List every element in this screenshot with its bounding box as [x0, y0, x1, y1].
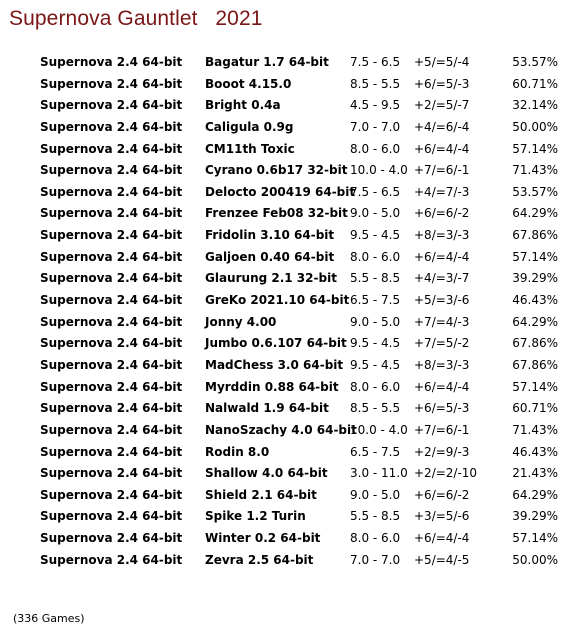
- match-score: 8.5 - 5.5: [350, 76, 401, 91]
- win-draw-loss: +8/=3/-3: [414, 228, 470, 243]
- player-name: Supernova 2.4 64-bit: [40, 444, 183, 459]
- win-draw-loss: +4/=3/-7: [414, 271, 470, 286]
- score-percentage: 57.14%: [512, 379, 558, 394]
- opponent-name: Shield 2.1 64-bit: [205, 487, 317, 502]
- table-row: [0, 528, 570, 550]
- win-draw-loss: +6/=6/-2: [414, 487, 470, 502]
- win-draw-loss: +2/=5/-7: [414, 98, 470, 113]
- table-row: [0, 290, 570, 312]
- page-title: Supernova Gauntlet 2021: [9, 7, 263, 30]
- table-row: [0, 117, 570, 139]
- table-row: [0, 312, 570, 334]
- table-row: [0, 182, 570, 204]
- win-draw-loss: +6/=5/-3: [414, 401, 470, 416]
- win-draw-loss: +3/=5/-6: [414, 509, 470, 524]
- win-draw-loss: +6/=4/-4: [414, 249, 470, 264]
- opponent-name: GreKo 2021.10 64-bit: [205, 293, 350, 308]
- win-draw-loss: +6/=5/-3: [414, 76, 470, 91]
- score-percentage: 32.14%: [512, 98, 558, 113]
- table-row: [0, 442, 570, 464]
- win-draw-loss: +6/=4/-4: [414, 531, 470, 546]
- match-score: 8.0 - 6.0: [350, 531, 401, 546]
- match-score: 7.0 - 7.0: [350, 119, 401, 134]
- score-percentage: 46.43%: [512, 444, 558, 459]
- match-score: 9.0 - 5.0: [350, 206, 401, 221]
- player-name: Supernova 2.4 64-bit: [40, 379, 183, 394]
- win-draw-loss: +5/=5/-4: [414, 55, 470, 69]
- table-row: [0, 333, 570, 355]
- player-name: Supernova 2.4 64-bit: [40, 487, 183, 502]
- opponent-name: Jumbo 0.6.107 64-bit: [205, 336, 347, 351]
- score-percentage: 64.29%: [512, 487, 558, 502]
- opponent-name: Galjoen 0.40 64-bit: [205, 249, 335, 264]
- score-percentage: 57.14%: [512, 141, 558, 156]
- score-percentage: 53.57%: [512, 184, 558, 199]
- opponent-name: Nalwald 1.9 64-bit: [205, 401, 329, 416]
- opponent-name: Caligula 0.9g: [205, 119, 294, 134]
- score-percentage: 21.43%: [512, 466, 558, 481]
- match-score: 7.5 - 6.5: [350, 55, 401, 69]
- player-name: Supernova 2.4 64-bit: [40, 76, 183, 91]
- win-draw-loss: +6/=6/-2: [414, 206, 470, 221]
- match-score: 9.5 - 4.5: [350, 228, 401, 243]
- score-percentage: 67.86%: [512, 228, 558, 243]
- win-draw-loss: +7/=6/-1: [414, 422, 470, 437]
- player-name: Supernova 2.4 64-bit: [40, 336, 183, 351]
- score-percentage: 60.71%: [512, 76, 558, 91]
- win-draw-loss: +5/=3/-6: [414, 293, 470, 308]
- win-draw-loss: +4/=7/-3: [414, 184, 470, 199]
- player-name: Supernova 2.4 64-bit: [40, 249, 183, 264]
- opponent-name: Cyrano 0.6b17 32-bit: [205, 163, 348, 178]
- player-name: Supernova 2.4 64-bit: [40, 357, 183, 372]
- opponent-name: Frenzee Feb08 32-bit: [205, 206, 348, 221]
- table-row: [0, 247, 570, 269]
- table-row: [0, 550, 570, 572]
- score-percentage: 50.00%: [512, 552, 558, 567]
- opponent-name: Shallow 4.0 64-bit: [205, 466, 328, 481]
- games-count: (336 Games): [13, 612, 85, 625]
- win-draw-loss: +5/=4/-5: [414, 552, 470, 567]
- score-percentage: 60.71%: [512, 401, 558, 416]
- table-row: [0, 398, 570, 420]
- player-name: Supernova 2.4 64-bit: [40, 466, 183, 481]
- opponent-name: Myrddin 0.88 64-bit: [205, 379, 339, 394]
- win-draw-loss: +7/=4/-3: [414, 314, 470, 329]
- match-score: 4.5 - 9.5: [350, 98, 401, 113]
- win-draw-loss: +7/=6/-1: [414, 163, 470, 178]
- win-draw-loss: +6/=4/-4: [414, 379, 470, 394]
- opponent-name: Delocto 200419 64-bit: [205, 184, 356, 199]
- table-row: [0, 463, 570, 485]
- table-row: [0, 485, 570, 507]
- player-name: Supernova 2.4 64-bit: [40, 141, 183, 156]
- opponent-name: Bright 0.4a: [205, 98, 281, 113]
- opponent-name: Booot 4.15.0: [205, 76, 292, 91]
- player-name: Supernova 2.4 64-bit: [40, 206, 183, 221]
- match-score: 8.0 - 6.0: [350, 249, 401, 264]
- player-name: Supernova 2.4 64-bit: [40, 314, 183, 329]
- player-name: Supernova 2.4 64-bit: [40, 401, 183, 416]
- score-percentage: 67.86%: [512, 336, 558, 351]
- player-name: Supernova 2.4 64-bit: [40, 184, 183, 199]
- score-percentage: 53.57%: [512, 55, 558, 69]
- table-row: [0, 377, 570, 399]
- table-row: [0, 95, 570, 117]
- player-name: Supernova 2.4 64-bit: [40, 228, 183, 243]
- score-percentage: 64.29%: [512, 314, 558, 329]
- player-name: Supernova 2.4 64-bit: [40, 271, 183, 286]
- player-name: Supernova 2.4 64-bit: [40, 531, 183, 546]
- score-percentage: 71.43%: [512, 422, 558, 437]
- match-score: 6.5 - 7.5: [350, 293, 401, 308]
- opponent-name: CM11th Toxic: [205, 141, 295, 156]
- score-percentage: 64.29%: [512, 206, 558, 221]
- player-name: Supernova 2.4 64-bit: [40, 119, 183, 134]
- match-score: 7.5 - 6.5: [350, 184, 401, 199]
- score-percentage: 50.00%: [512, 119, 558, 134]
- win-draw-loss: +6/=4/-4: [414, 141, 470, 156]
- player-name: Supernova 2.4 64-bit: [40, 55, 183, 69]
- opponent-name: Zevra 2.5 64-bit: [205, 552, 314, 567]
- player-name: Supernova 2.4 64-bit: [40, 98, 183, 113]
- opponent-name: Winter 0.2 64-bit: [205, 531, 321, 546]
- match-score: 5.5 - 8.5: [350, 509, 401, 524]
- table-row: [0, 420, 570, 442]
- match-score: 5.5 - 8.5: [350, 271, 401, 286]
- score-percentage: 46.43%: [512, 293, 558, 308]
- table-row: [0, 160, 570, 182]
- results-table: [0, 52, 570, 571]
- table-row: [0, 268, 570, 290]
- match-score: 8.0 - 6.0: [350, 379, 401, 394]
- table-row: [0, 74, 570, 96]
- score-percentage: 57.14%: [512, 531, 558, 546]
- score-percentage: 39.29%: [512, 509, 558, 524]
- match-score: 3.0 - 11.0: [350, 466, 408, 481]
- opponent-name: Glaurung 2.1 32-bit: [205, 271, 337, 286]
- player-name: Supernova 2.4 64-bit: [40, 293, 183, 308]
- score-percentage: 67.86%: [512, 357, 558, 372]
- table-row: [0, 355, 570, 377]
- player-name: Supernova 2.4 64-bit: [40, 509, 183, 524]
- win-draw-loss: +2/=9/-3: [414, 444, 470, 459]
- win-draw-loss: +7/=5/-2: [414, 336, 470, 351]
- match-score: 9.5 - 4.5: [350, 357, 401, 372]
- table-row: [0, 139, 570, 161]
- player-name: Supernova 2.4 64-bit: [40, 422, 183, 437]
- table-row: [0, 52, 570, 74]
- player-name: Supernova 2.4 64-bit: [40, 552, 183, 567]
- match-score: 10.0 - 4.0: [350, 422, 408, 437]
- match-score: 10.0 - 4.0: [350, 163, 408, 178]
- match-score: 9.0 - 5.0: [350, 487, 401, 502]
- match-score: 9.5 - 4.5: [350, 336, 401, 351]
- opponent-name: NanoSzachy 4.0 64-bit: [205, 422, 357, 437]
- opponent-name: Rodin 8.0: [205, 444, 270, 459]
- score-percentage: 57.14%: [512, 249, 558, 264]
- match-score: 8.0 - 6.0: [350, 141, 401, 156]
- win-draw-loss: +8/=3/-3: [414, 357, 470, 372]
- table-row: [0, 506, 570, 528]
- match-score: 8.5 - 5.5: [350, 401, 401, 416]
- table-row: [0, 203, 570, 225]
- win-draw-loss: +4/=6/-4: [414, 119, 470, 134]
- opponent-name: Spike 1.2 Turin: [205, 509, 306, 524]
- match-score: 6.5 - 7.5: [350, 444, 401, 459]
- opponent-name: MadChess 3.0 64-bit: [205, 357, 344, 372]
- player-name: Supernova 2.4 64-bit: [40, 163, 183, 178]
- match-score: 7.0 - 7.0: [350, 552, 401, 567]
- opponent-name: Jonny 4.00: [205, 314, 277, 329]
- win-draw-loss: +2/=2/-10: [414, 466, 478, 481]
- opponent-name: Bagatur 1.7 64-bit: [205, 55, 329, 69]
- match-score: 9.0 - 5.0: [350, 314, 401, 329]
- table-row: [0, 225, 570, 247]
- score-percentage: 39.29%: [512, 271, 558, 286]
- opponent-name: Fridolin 3.10 64-bit: [205, 228, 335, 243]
- score-percentage: 71.43%: [512, 163, 558, 178]
